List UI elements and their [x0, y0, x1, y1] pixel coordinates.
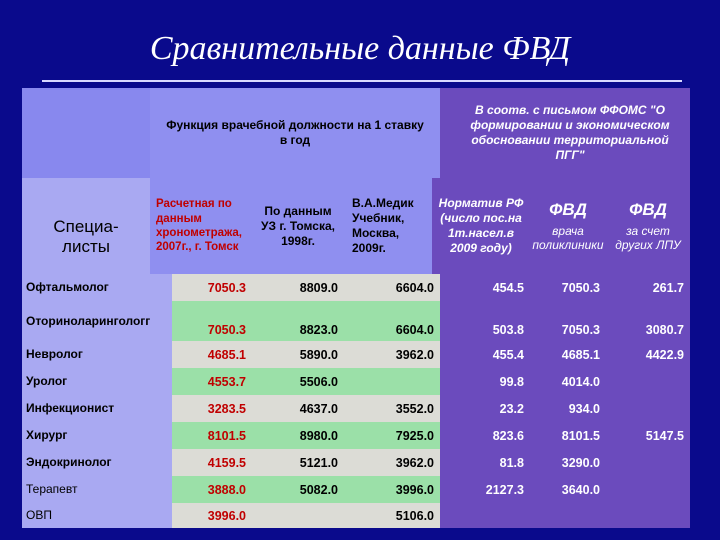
uz-tomsk-header: По данным УЗ г. Томска, 1998г.: [252, 178, 344, 274]
table-cell: 261.7: [606, 274, 690, 301]
table-cell: 4685.1: [172, 341, 252, 368]
table-cell: 3080.7: [606, 301, 690, 341]
table-cell: [606, 449, 690, 476]
table-row-name: ОВП: [22, 503, 172, 528]
table-cell: 3552.0: [344, 395, 440, 422]
table-cell: 5890.0: [252, 341, 344, 368]
table-cell: 823.6: [440, 422, 530, 449]
fvd-polyclinic-subtitle: врача поликлиники: [532, 223, 604, 252]
table-cell: [440, 503, 530, 528]
header-spacer-left: [22, 88, 150, 178]
table-cell: 3888.0: [172, 476, 252, 503]
table-cell: 3962.0: [344, 341, 440, 368]
slide-title: Сравнительные данные ФВД: [149, 30, 571, 67]
table-cell: 454.5: [440, 274, 530, 301]
table-cell: 4685.1: [530, 341, 606, 368]
table-cell: 934.0: [530, 395, 606, 422]
table-row-name: Инфекционист: [22, 395, 172, 422]
table-cell: 5106.0: [344, 503, 440, 528]
table-cell: 7925.0: [344, 422, 440, 449]
header-spacer-mid: [440, 88, 450, 178]
table-cell: [606, 476, 690, 503]
fvd-other-header: [606, 178, 690, 274]
table-cell: 8980.0: [252, 422, 344, 449]
table-cell: 3283.5: [172, 395, 252, 422]
table-cell: 5147.5: [606, 422, 690, 449]
table-cell: 7050.3: [172, 274, 252, 301]
norm-rf-header: Норматив РФ (число пос.на 1т.насел.в 2009 году): [432, 178, 530, 274]
table-cell: [606, 503, 690, 528]
table-cell: [530, 503, 606, 528]
calc-2007-header: Расчетная по данным хронометража, 2007г., г. Томск: [150, 178, 252, 274]
table-cell: 81.8: [440, 449, 530, 476]
table-cell: [252, 503, 344, 528]
table-cell: [606, 395, 690, 422]
table-cell: [606, 368, 690, 395]
table-cell: 4014.0: [530, 368, 606, 395]
table-cell: 7050.3: [530, 301, 606, 341]
medik-header: В.А.Медик Учебник, Москва, 2009г.: [344, 178, 440, 274]
table-cell: 5121.0: [252, 449, 344, 476]
fvd-other-title: ФВД: [629, 199, 667, 219]
table-cell: 3962.0: [344, 449, 440, 476]
table-row-name: Невролог: [22, 341, 172, 368]
table-cell: 4422.9: [606, 341, 690, 368]
table-row-name: Хирург: [22, 422, 172, 449]
table-row-name: Уролог: [22, 368, 172, 395]
fvd-polyclinic-header: [530, 178, 606, 274]
table-cell: 455.4: [440, 341, 530, 368]
table-cell: 23.2: [440, 395, 530, 422]
table-cell: 8101.5: [172, 422, 252, 449]
title-underline: [42, 80, 682, 82]
table-cell: 8809.0: [252, 274, 344, 301]
table-row-name: Офтальмолог: [22, 274, 172, 301]
table-row-name: Эндокринолог: [22, 449, 172, 476]
fvd-other-subtitle: за счет других ЛПУ: [615, 223, 681, 252]
table-cell: 5082.0: [252, 476, 344, 503]
table-cell: 4159.5: [172, 449, 252, 476]
table-cell: 3640.0: [530, 476, 606, 503]
table-cell: [344, 368, 440, 395]
table-cell: 7050.3: [530, 274, 606, 301]
table-cell: 6604.0: [344, 301, 440, 341]
table-cell: 99.8: [440, 368, 530, 395]
ffoms-header: В соотв. с письмом ФФОМС "О формировании и экономическом обосновании территориальной ПГГ": [450, 88, 690, 178]
table-cell: 4553.7: [172, 368, 252, 395]
table-cell: 8101.5: [530, 422, 606, 449]
specialists-header: Специа-листы: [22, 178, 150, 274]
table-cell: 3996.0: [172, 503, 252, 528]
table-cell: 5506.0: [252, 368, 344, 395]
table-cell: 8823.0: [252, 301, 344, 341]
table-row-name: Терапевт: [22, 476, 172, 503]
table-cell: 2127.3: [440, 476, 530, 503]
table-row-name: Оториноларингологг: [22, 301, 172, 341]
table-cell: 6604.0: [344, 274, 440, 301]
table-cell: 3996.0: [344, 476, 440, 503]
table-cell: 4637.0: [252, 395, 344, 422]
table-cell: 3290.0: [530, 449, 606, 476]
function-header: Функция врачебной должности на 1 ставку в год: [150, 88, 440, 178]
comparison-table: [22, 88, 702, 528]
fvd-polyclinic-title: ФВД: [549, 199, 587, 219]
table-cell: 503.8: [440, 301, 530, 341]
table-cell: 7050.3: [172, 301, 252, 341]
